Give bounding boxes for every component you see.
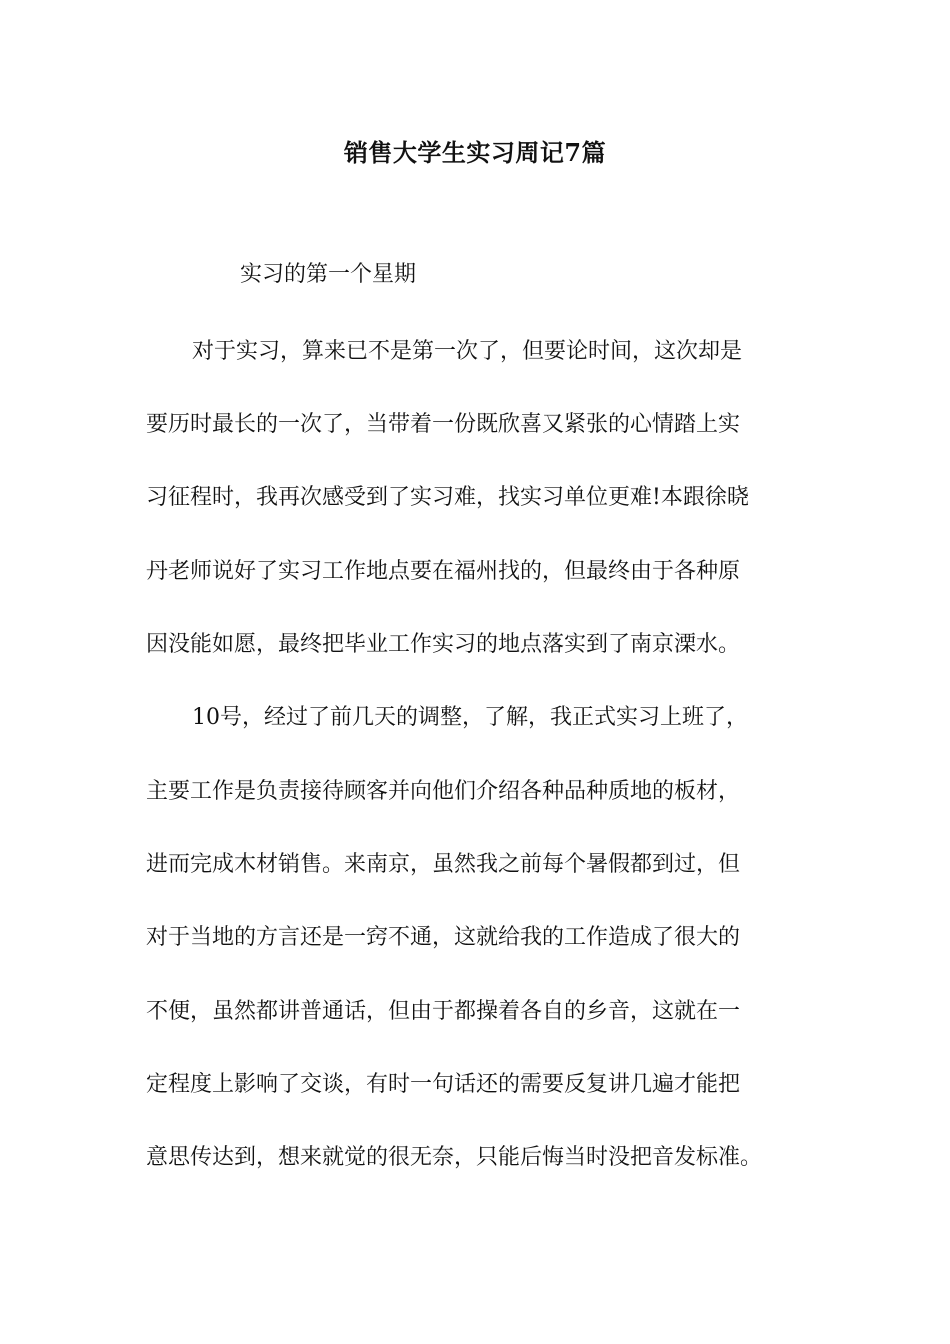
paragraph-2-line-2: 主要工作是负责接待顾客并向他们介绍各种品种质地的板材，	[146, 779, 741, 804]
paragraph-1-line-2: 要历时最长的一次了，当带着一份既欣喜又紧张的心情踏上实	[146, 412, 741, 437]
paragraph-1-line-4: 丹老师说好了实习工作地点要在福州找的，但最终由于各种原	[146, 559, 741, 584]
paragraph-2-line-3: 进而完成木材销售。来南京，虽然我之前每个暑假都到过，但	[146, 852, 741, 877]
section-heading: 实习的第一个星期	[240, 262, 417, 287]
paragraph-1-line-1: 对于实习，算来已不是第一次了，但要论时间，这次却是	[192, 339, 743, 364]
paragraph-2-line-7: 意思传达到，想来就觉的很无奈，只能后悔当时没把音发标准。	[146, 1145, 763, 1170]
paragraph-1-line-3: 习征程时，我再次感受到了实习难，找实习单位更难!本跟徐晓	[146, 485, 749, 510]
paragraph-2-line-5: 不便，虽然都讲普通话，但由于都操着各自的乡音，这就在一	[146, 999, 741, 1024]
paragraph-2-line-6: 定程度上影响了交谈，有时一句话还的需要反复讲几遍才能把	[146, 1072, 741, 1097]
paragraph-2-line-1: 10号，经过了前几天的调整，了解，我正式实习上班了，	[192, 705, 748, 730]
document-title: 销售大学生实习周记7篇	[343, 138, 607, 167]
paragraph-1-line-5: 因没能如愿，最终把毕业工作实习的地点落实到了南京溧水。	[146, 632, 741, 657]
paragraph-2-line-4: 对于当地的方言还是一窍不通，这就给我的工作造成了很大的	[146, 925, 741, 950]
